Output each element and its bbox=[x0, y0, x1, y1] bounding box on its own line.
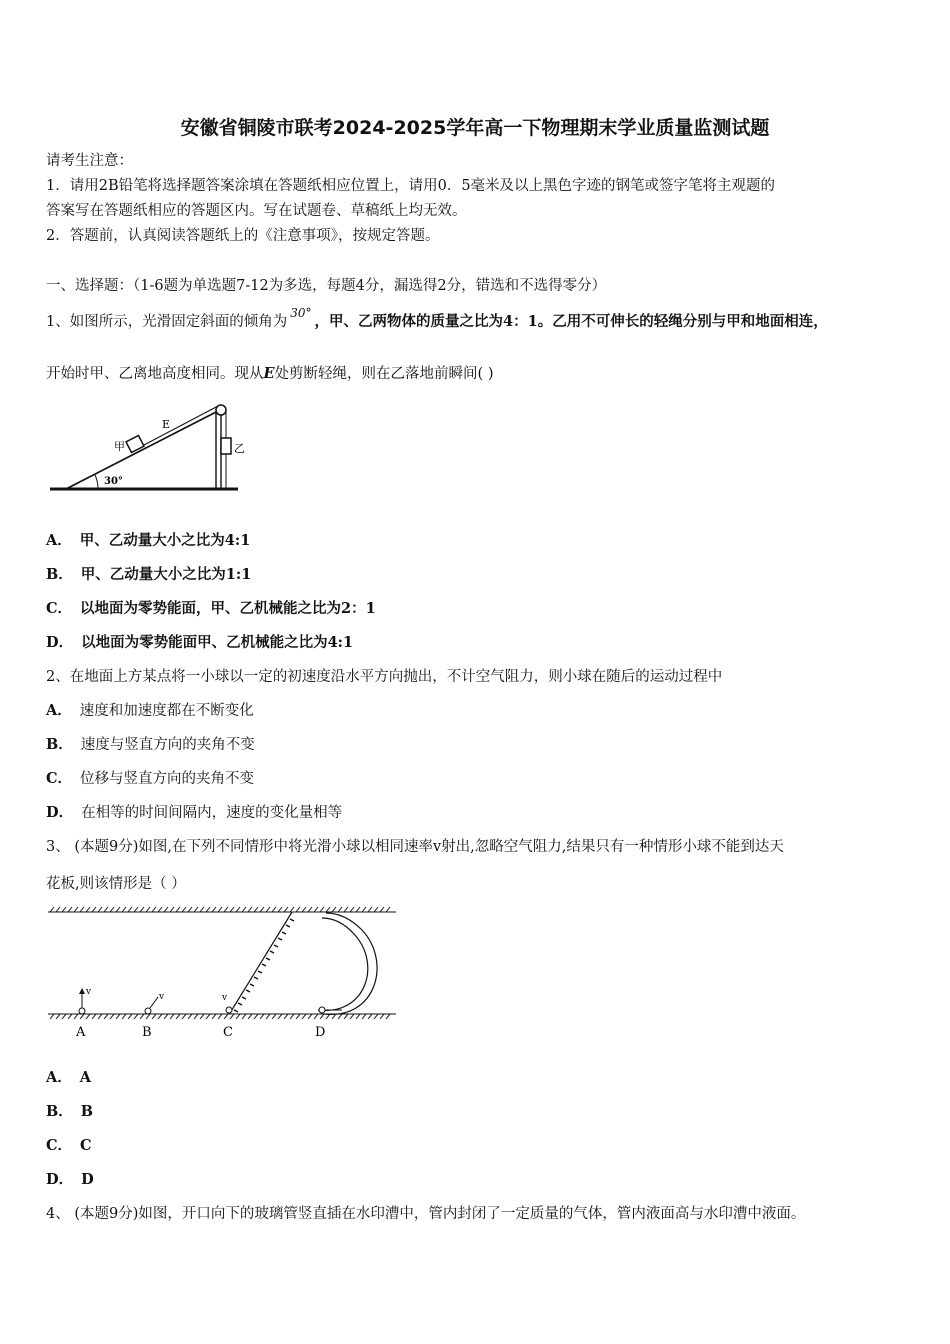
q2-stem: 2、在地面上方某点将一小球以一定的初速度沿水平方向抛出，不计空气阻力，则小球在随后的运动过程中 bbox=[46, 669, 723, 685]
q3-floor bbox=[48, 1014, 396, 1019]
q2-option-d[interactable]: D． 在相等的时间间隔内，速度的变化量相等 bbox=[46, 804, 343, 821]
notice-item-1: 1．请用2B铅笔将选择题答案涂填在答题纸相应位置上，请用0．5毫米及以上黑色字迹的钢笔或签字笔将主观题的 bbox=[46, 178, 776, 194]
notice-item-2: 2．答题前，认真阅读答题纸上的《注意事项》，按规定答题。 bbox=[46, 228, 440, 244]
q2-option-a[interactable]: A． 速度和加速度都在不断变化 bbox=[46, 702, 254, 719]
q1-option-a[interactable]: A． 甲、乙动量大小之比为4:1 bbox=[46, 532, 251, 549]
q3-label-d: D bbox=[315, 1025, 326, 1040]
q1-angle: 30° bbox=[290, 306, 312, 320]
q1-option-b[interactable]: B． 甲、乙动量大小之比为1:1 bbox=[46, 566, 252, 583]
q3-ball-d bbox=[319, 1007, 325, 1013]
q1-block-yi bbox=[221, 438, 231, 454]
q3-ball-b bbox=[145, 1008, 151, 1014]
q1-angle-arc bbox=[95, 475, 98, 489]
notice-heading: 请考生注意： bbox=[46, 153, 133, 169]
q4-stem: 4、 (本题9分)如图，开口向下的玻璃管竖直插在水印漕中，管内封闭了一定质量的气体，管内液面高与水印漕中液面。 bbox=[46, 1206, 806, 1222]
q1-stem-cont bbox=[46, 364, 493, 384]
q3-ball-a bbox=[79, 1008, 85, 1014]
q3-stem: 3、 (本题9分)如图,在下列不同情形中将光滑小球以相同速率v射出,忽略空气阻力,结果只有一种情形小球不能到达天 bbox=[46, 839, 784, 855]
q1-stem-part3: 开始时甲、乙离地高度相同。现从 bbox=[46, 366, 264, 382]
q3-v-b: v bbox=[159, 992, 165, 1002]
q1-label-e: E bbox=[162, 418, 171, 431]
q1-stem-part4: 处剪断轻绳，则在乙落地前瞬间( ) bbox=[274, 366, 494, 382]
q1-label-yi: 乙 bbox=[234, 442, 245, 455]
q3-incline-c bbox=[230, 912, 292, 1013]
q3-track-d bbox=[318, 918, 368, 1010]
q3-v-c: v bbox=[222, 993, 228, 1003]
q1-stem-part1: 1、如图所示，光滑固定斜面的倾角为 bbox=[46, 314, 288, 330]
q1-label-angle: 30° bbox=[104, 476, 123, 487]
q1-stem bbox=[46, 306, 828, 332]
q3-label-c: C bbox=[223, 1025, 233, 1040]
q3-figure bbox=[46, 904, 401, 1044]
page-title: 安徽省铜陵市联考2024-2025学年高一下物理期末学业质量监测试题 bbox=[180, 117, 770, 139]
q3-option-c[interactable]: C． C bbox=[46, 1137, 92, 1154]
q2-option-c[interactable]: C． 位移与竖直方向的夹角不变 bbox=[46, 770, 255, 787]
q1-option-c[interactable]: C． 以地面为零势能面，甲、乙机械能之比为2：1 bbox=[46, 600, 376, 617]
q3-option-d[interactable]: D． D bbox=[46, 1171, 94, 1188]
q3-arrowhead-a bbox=[79, 988, 85, 994]
q1-label-jia: 甲 bbox=[114, 440, 125, 453]
q1-incline bbox=[66, 410, 220, 489]
q1-option-d[interactable]: D． 以地面为零势能面甲、乙机械能之比为4:1 bbox=[46, 634, 354, 651]
q3-ball-c bbox=[226, 1007, 232, 1013]
q3-arrow-b bbox=[150, 997, 158, 1008]
q3-option-a[interactable]: A． A bbox=[46, 1069, 92, 1086]
q2-option-b[interactable]: B． 速度与竖直方向的夹角不变 bbox=[46, 736, 255, 753]
q1-rope-incline bbox=[144, 406, 218, 445]
q3-v-a: v bbox=[86, 987, 92, 997]
q3-label-b: B bbox=[142, 1025, 152, 1040]
q1-incline-figure bbox=[46, 398, 246, 498]
q3-incline-hatch bbox=[234, 919, 294, 1012]
q3-stem-cont: 花板,则该情形是（ ） bbox=[46, 876, 186, 892]
q1-point-e: E bbox=[263, 365, 275, 382]
notice-item-1-cont: 答案写在答题纸相应的答题区内。写在试题卷、草稿纸上均无效。 bbox=[46, 203, 467, 219]
section-heading: 一、选择题：（1-6题为单选题7-12为多选，每题4分，漏选得2分，错选和不选得零分） bbox=[46, 278, 607, 294]
q1-stem-part2: ，甲、乙两物体的质量之比为4：1。乙用不可伸长的轻绳分别与甲和地面相连， bbox=[314, 313, 828, 330]
q3-label-a: A bbox=[76, 1025, 86, 1040]
q3-ceiling bbox=[48, 907, 396, 912]
q3-track-d-outer bbox=[324, 913, 377, 1014]
q3-option-b[interactable]: B． B bbox=[46, 1103, 94, 1120]
